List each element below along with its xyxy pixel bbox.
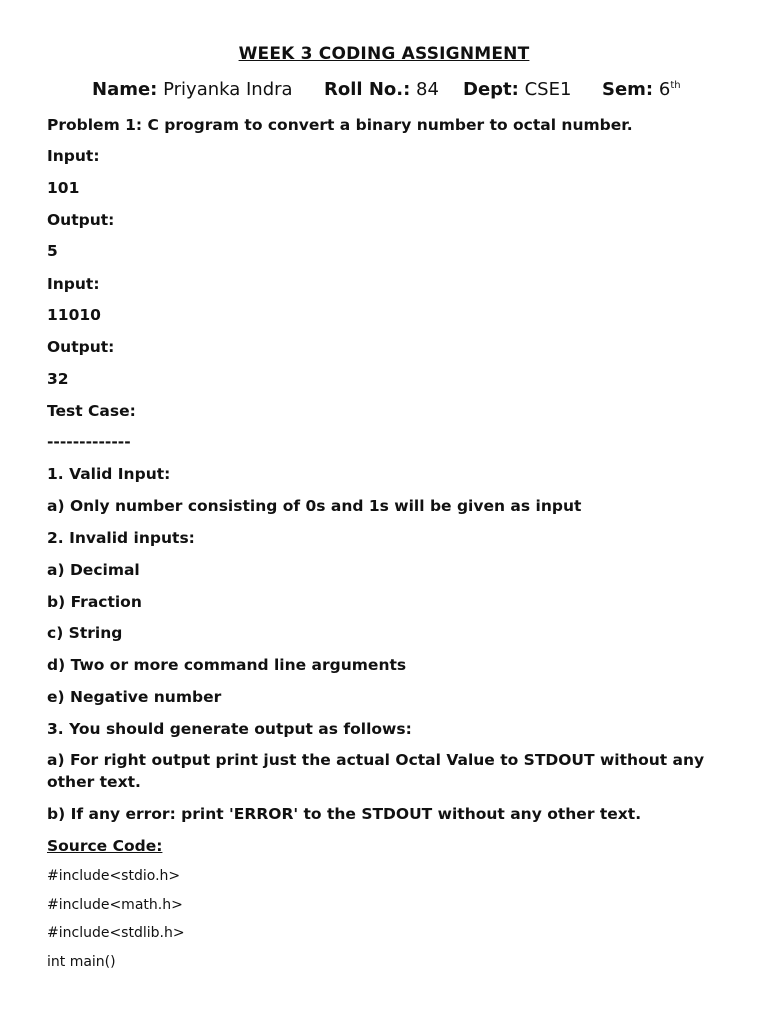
roll-label: Roll No.: <box>324 79 411 100</box>
output-value-1: 5 <box>47 242 58 260</box>
code-line: #include<stdlib.h> <box>47 925 185 941</box>
roll-value: 84 <box>416 79 439 100</box>
department <box>463 79 571 100</box>
invalid-inputs-heading: 2. Invalid inputs: <box>47 529 195 547</box>
document-title: WEEK 3 CODING ASSIGNMENT <box>238 44 530 64</box>
invalid-input-arguments: d) Two or more command line arguments <box>47 656 407 674</box>
semester <box>602 79 681 100</box>
input-value-2: 11010 <box>47 306 101 324</box>
output-value-2: 32 <box>47 370 69 388</box>
invalid-input-decimal: a) Decimal <box>47 561 140 579</box>
test-case-heading: Test Case: <box>47 402 136 420</box>
invalid-input-string: c) String <box>47 624 123 642</box>
input-label-1: Input: <box>47 147 100 165</box>
output-label-1: Output: <box>47 211 115 229</box>
name-value: Priyanka Indra <box>163 79 293 100</box>
invalid-input-negative: e) Negative number <box>47 688 222 706</box>
valid-input-heading: 1. Valid Input: <box>47 465 171 483</box>
output-format-heading: 3. You should generate output as follows: <box>47 720 412 738</box>
input-value-1: 101 <box>47 179 80 197</box>
code-line: int main() <box>47 954 116 970</box>
dash-divider: ------------- <box>47 433 131 451</box>
input-label-2: Input: <box>47 275 100 293</box>
roll-number <box>324 79 439 100</box>
sem-suffix: th <box>670 80 681 91</box>
dept-label: Dept: <box>463 79 519 100</box>
source-code-heading: Source Code: <box>47 837 163 855</box>
sem-label: Sem: <box>602 79 654 100</box>
output-format-error: b) If any error: print 'ERROR' to the STDOUT without any other text. <box>47 805 642 823</box>
student-name <box>92 79 293 100</box>
code-line: #include<stdio.h> <box>47 868 181 884</box>
dept-value: CSE1 <box>524 79 572 100</box>
output-format-right: a) For right output print just the actual Octal Value to STDOUT without any other text. <box>47 751 705 791</box>
name-label: Name: <box>92 79 158 100</box>
code-line: #include<math.h> <box>47 897 183 913</box>
valid-input-item: a) Only number consisting of 0s and 1s will be given as input <box>47 497 582 515</box>
invalid-input-fraction: b) Fraction <box>47 593 142 611</box>
output-label-2: Output: <box>47 338 115 356</box>
problem-statement: Problem 1: C program to convert a binary number to octal number. <box>47 116 633 134</box>
sem-value: 6 <box>658 79 671 100</box>
